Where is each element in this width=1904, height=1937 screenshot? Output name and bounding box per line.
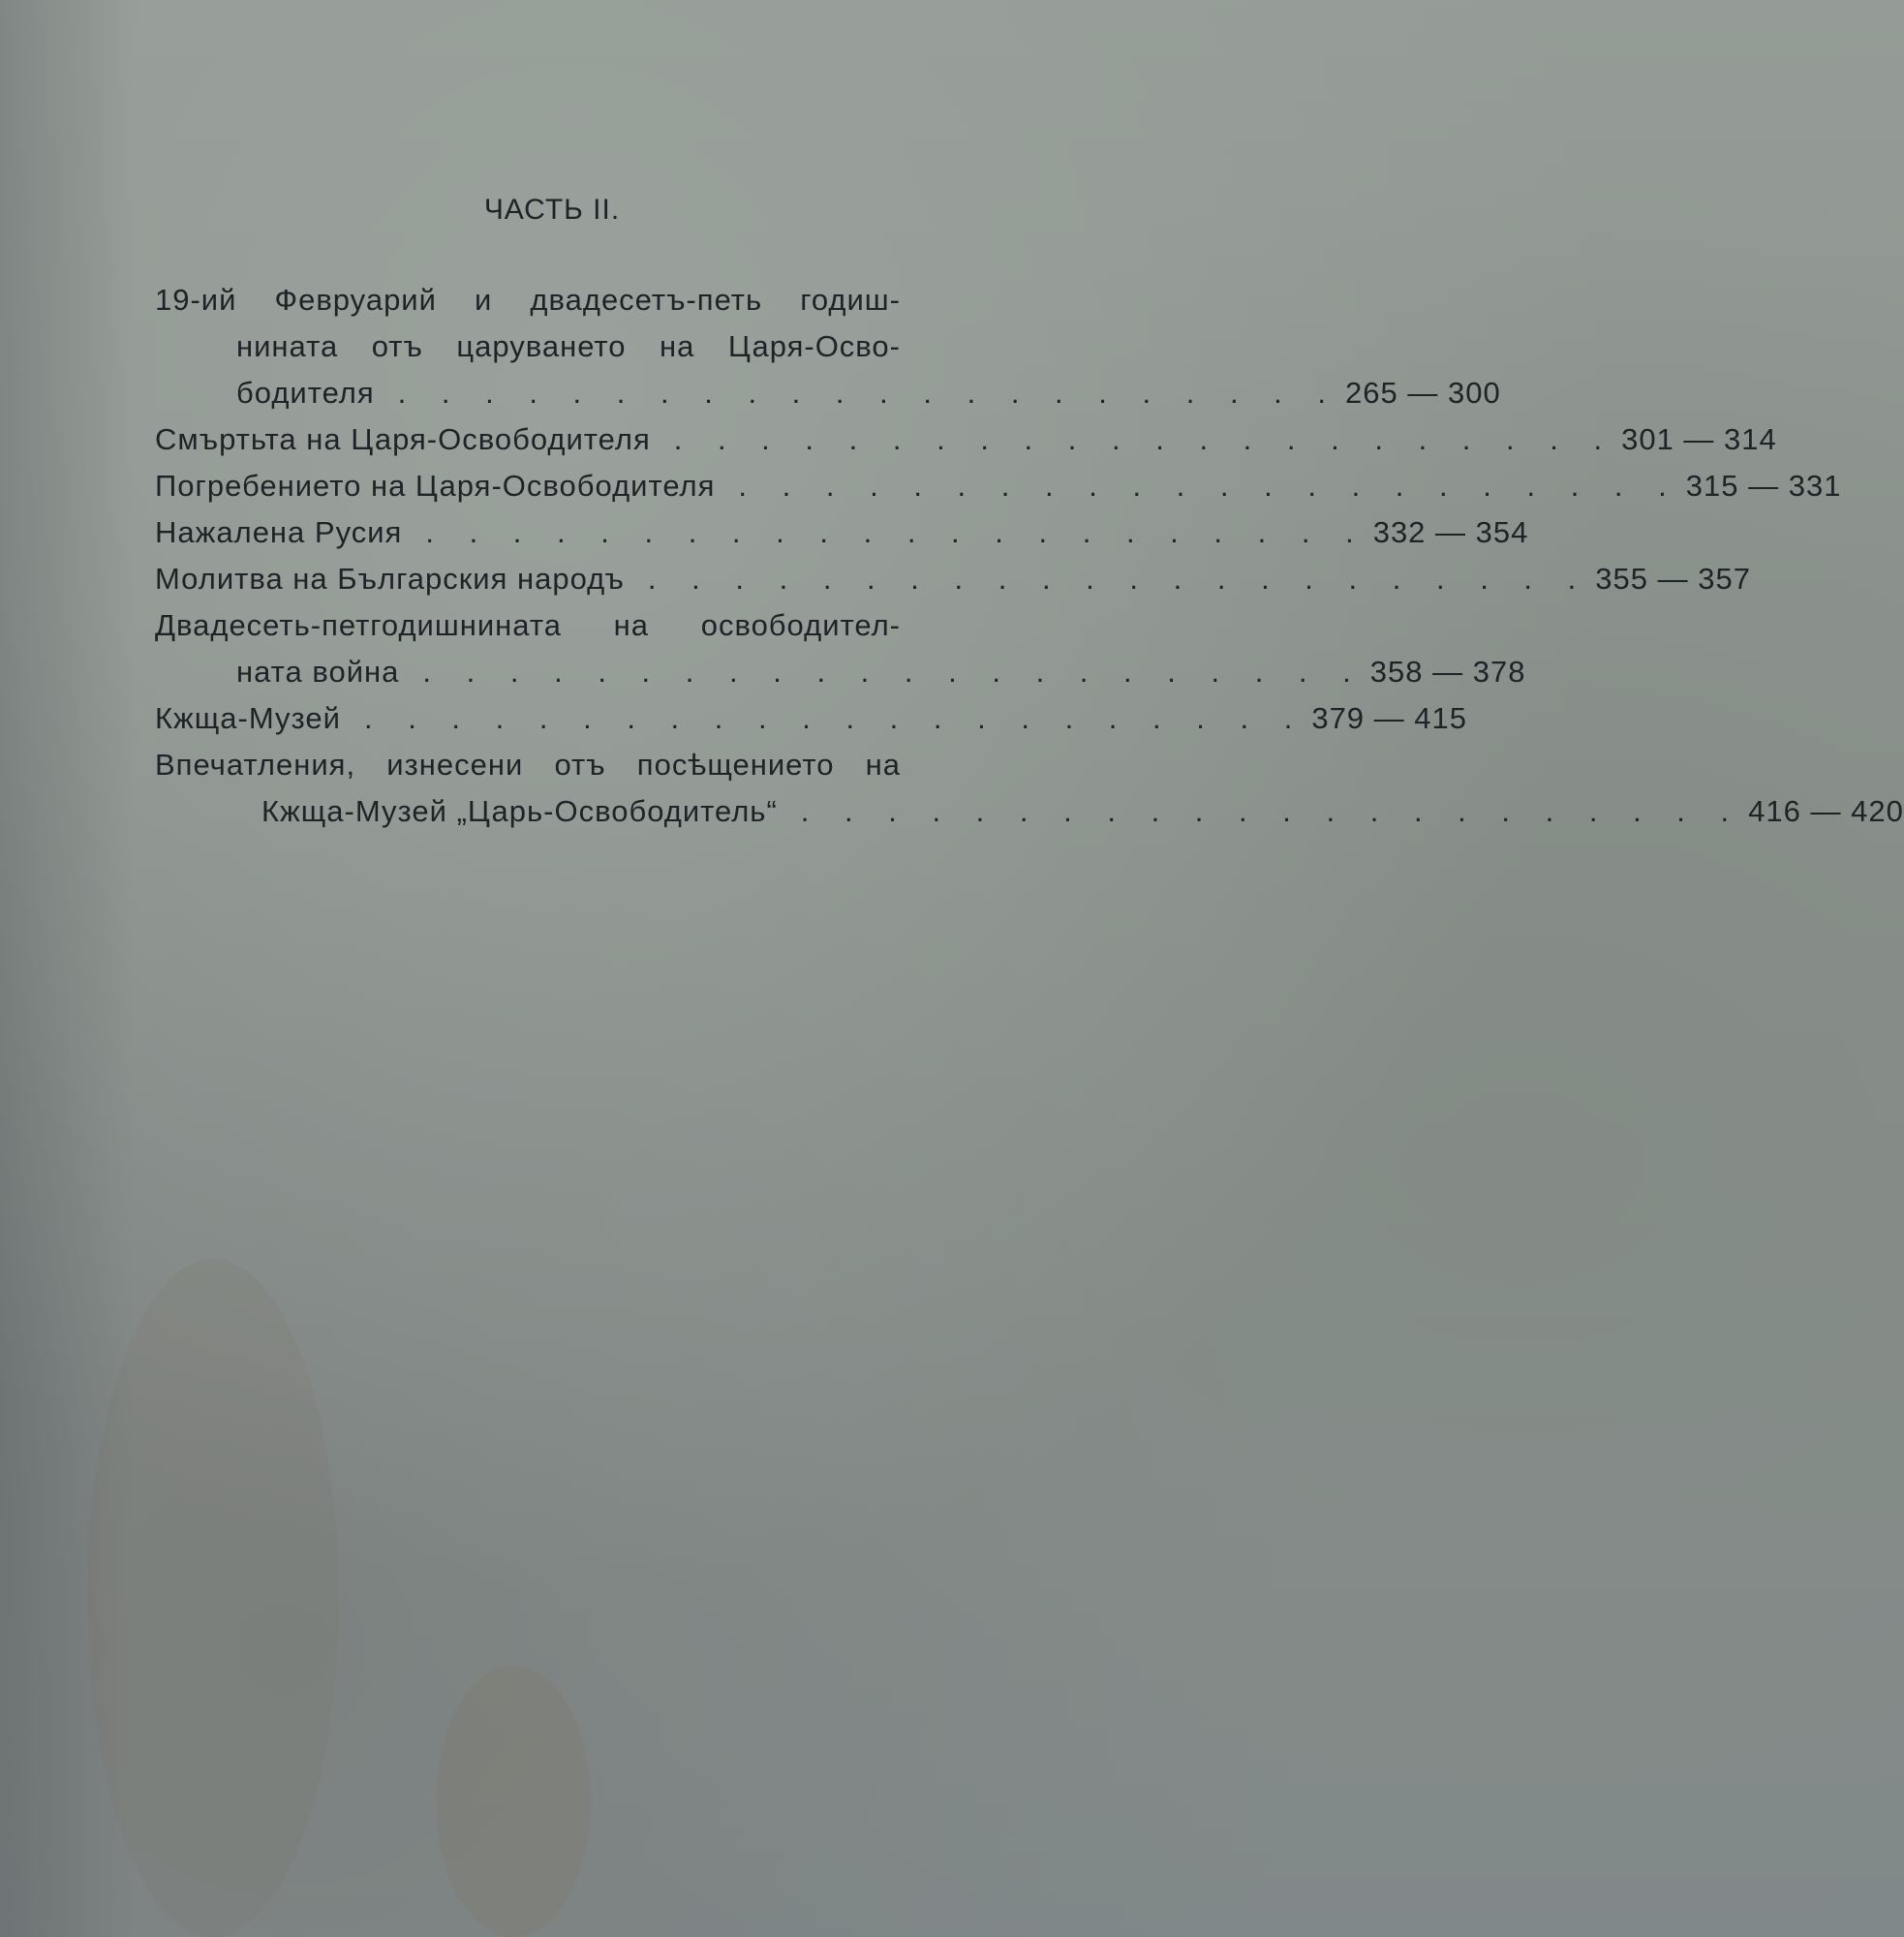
toc-entry-last-line — [155, 695, 1467, 742]
toc-entry-title: Кжща-Музей — [155, 701, 341, 735]
toc-entry — [155, 695, 1467, 742]
toc-entry-title: Смъртьта на Царя-Освободителя — [155, 422, 651, 456]
toc-entry-title: Погребението на Царя-Освободителя — [155, 469, 716, 503]
toc-entry-line: нината отъ царуването на Царя-Осво- — [236, 329, 901, 363]
leader-dots: . . . . . . . . . . . . . . . . . . . . . . — [800, 794, 1743, 828]
toc-entry-line: Впечатления, изнесени отъ посѣщението на — [155, 748, 901, 782]
toc-entry — [155, 509, 1529, 556]
toc-entry — [155, 463, 1842, 509]
leader-dots: . . . . . . . . . . . . . . . . . . . . . . — [738, 469, 1680, 503]
page-range: 332 — 354 — [1372, 515, 1529, 549]
toc-entry-last-line — [155, 788, 1904, 835]
toc-entry-title: Нажалена Русия — [155, 515, 403, 549]
toc-entry-title: Молитва на Българския народъ — [155, 562, 625, 596]
leader-dots: . . . . . . . . . . . . . . . . . . . . . . — [673, 422, 1616, 456]
toc-entry — [155, 602, 1526, 695]
table-of-contents — [155, 194, 1904, 835]
toc-entry-last-line — [155, 416, 1777, 463]
toc-entry-last-line — [155, 509, 1529, 556]
toc-entry — [155, 556, 1751, 602]
leader-dots: . . . . . . . . . . . . . . . . . . . . . . — [363, 701, 1306, 735]
leader-dots: . . . . . . . . . . . . . . . . . . . . . . — [425, 515, 1367, 549]
toc-entry-title: ната война — [236, 655, 400, 689]
toc-entry-last-line — [155, 556, 1751, 602]
paper-stain — [436, 1666, 591, 1937]
page-range: 265 — 300 — [1345, 376, 1501, 410]
page-range: 416 — 420 — [1748, 794, 1904, 828]
part-title: ЧАСТЬ II. — [483, 194, 621, 226]
toc-entry-title: Кжща-Музей „Царь-Освободитель“ — [261, 794, 778, 828]
leader-dots: . . . . . . . . . . . . . . . . . . . . . . — [422, 655, 1365, 689]
leader-dots: . . . . . . . . . . . . . . . . . . . . . . — [647, 562, 1590, 596]
toc-entry-last-line — [155, 370, 1501, 416]
toc-entry — [155, 742, 1904, 835]
paper-stain — [87, 1259, 339, 1937]
toc-entry-line: Двадесеть-петгодишнината на освободител- — [155, 608, 901, 642]
page-range: 315 — 331 — [1685, 469, 1842, 503]
toc-entry-line: 19-ий Февруарий и двадесетъ-петь годиш- — [155, 283, 901, 317]
page-range: 301 — 314 — [1621, 422, 1777, 456]
page-range: 379 — 415 — [1311, 701, 1467, 735]
toc-entry — [155, 277, 1501, 416]
toc-entry-last-line — [155, 463, 1842, 509]
page-range: 355 — 357 — [1595, 562, 1751, 596]
page-range: 358 — 378 — [1369, 655, 1526, 689]
leader-dots: . . . . . . . . . . . . . . . . . . . . . . — [397, 376, 1340, 410]
toc-entry-last-line — [155, 649, 1526, 695]
toc-entry-title: бодителя — [236, 376, 375, 410]
toc-entry — [155, 416, 1777, 463]
